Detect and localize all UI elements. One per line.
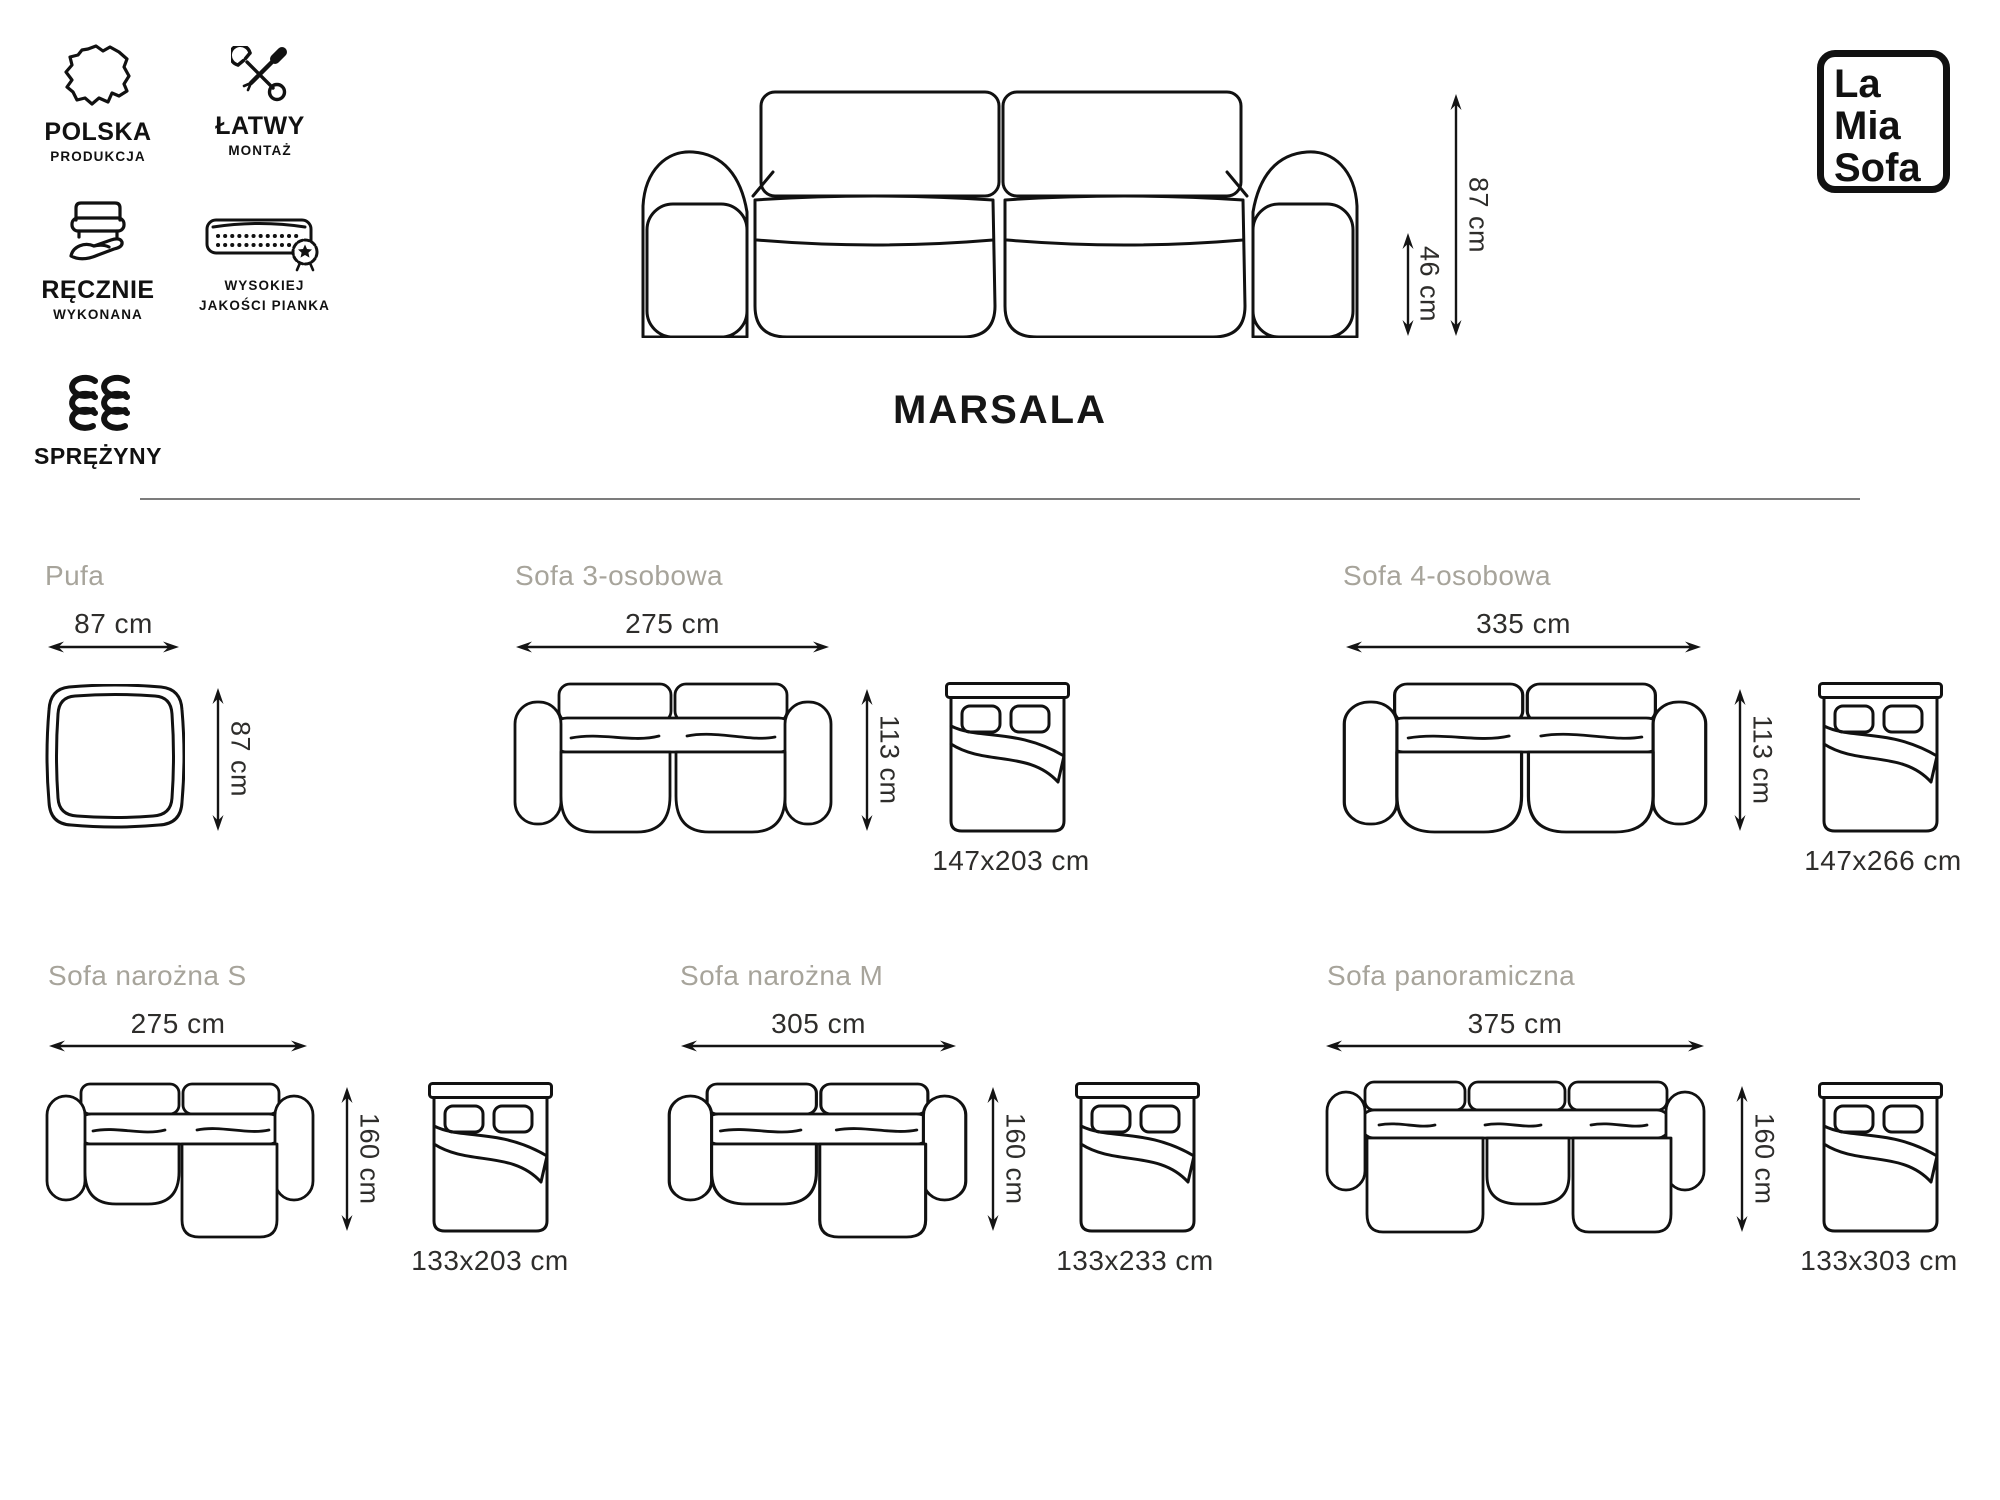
sofa-front-illustration xyxy=(633,88,1367,338)
variant-heading: Sofa narożna M xyxy=(680,960,884,991)
feature-subtitle: JAKOŚCI PIANKA xyxy=(199,298,330,313)
depth-label: 160 cm xyxy=(354,1113,385,1205)
variant-heading: Sofa panoramiczna xyxy=(1327,960,1576,991)
bed-icon xyxy=(1075,1082,1200,1234)
width-arrow xyxy=(1325,1039,1705,1058)
feature-subtitle: WYKONANA xyxy=(53,307,143,322)
feature-title: RĘCZNIE xyxy=(41,276,155,304)
feature-latwy-montaz xyxy=(190,46,330,159)
depth-label: 113 cm xyxy=(874,715,905,805)
depth-arrow xyxy=(211,687,225,832)
feature-pianka xyxy=(192,210,337,314)
feature-subtitle: PRODUKCJA xyxy=(50,149,146,164)
seat-height-label: 46 cm xyxy=(1414,246,1445,323)
feature-title: WYSOKIEJ xyxy=(224,278,305,293)
width-label: 375 cm xyxy=(1467,1008,1563,1039)
depth-label: 113 cm xyxy=(1747,715,1778,805)
pouf-top-icon xyxy=(45,684,185,829)
feature-title: SPRĘŻYNY xyxy=(34,443,162,469)
width-label: 275 cm xyxy=(625,608,720,639)
feature-subtitle: MONTAŻ xyxy=(228,143,292,158)
product-name: MARSALA xyxy=(893,388,1107,432)
feature-title: POLSKA xyxy=(44,118,152,146)
sofa-top-icon xyxy=(1342,682,1708,838)
width-arrow xyxy=(47,640,180,659)
feature-polska-produkcja xyxy=(28,44,168,165)
depth-arrow xyxy=(986,1086,1000,1232)
width-arrow xyxy=(1345,640,1702,659)
panoramic-sofa-top-icon xyxy=(1323,1080,1708,1238)
feature-recznie-wykonana xyxy=(28,196,168,323)
sofa-top-icon xyxy=(513,682,833,838)
tools-icon xyxy=(231,46,289,104)
width-arrow xyxy=(515,640,830,659)
variant-heading: Sofa 3-osobowa xyxy=(515,560,723,591)
hand-sofa-icon xyxy=(63,196,133,268)
bed-size-label: 147x203 cm xyxy=(932,845,1090,876)
height-arrow xyxy=(1449,93,1463,337)
variant-heading: Sofa narożna S xyxy=(48,960,247,991)
brand-logo xyxy=(1817,50,1950,193)
feature-title: ŁATWY xyxy=(215,112,305,140)
depth-arrow xyxy=(860,688,874,832)
bed-icon xyxy=(945,682,1070,834)
depth-label: 160 cm xyxy=(1749,1113,1780,1205)
width-label: 335 cm xyxy=(1476,608,1571,639)
brand-line-2: Mia xyxy=(1834,104,1901,148)
height-label: 87 cm xyxy=(1463,176,1494,254)
corner-sofa-top-icon xyxy=(667,1082,968,1240)
brand-line-3: Sofa xyxy=(1834,146,1921,190)
width-arrow xyxy=(680,1039,957,1058)
corner-sofa-top-icon xyxy=(45,1082,315,1240)
section-divider xyxy=(140,498,1860,500)
variant-heading: Sofa 4-osobowa xyxy=(1343,560,1551,591)
width-arrow xyxy=(48,1039,308,1058)
depth-arrow xyxy=(340,1086,354,1232)
foam-quality-icon xyxy=(205,210,325,272)
bed-icon xyxy=(1818,1082,1943,1234)
bed-size-label: 133x233 cm xyxy=(1056,1245,1214,1276)
bed-size-label: 133x203 cm xyxy=(411,1245,569,1276)
bed-icon xyxy=(1818,682,1943,834)
poland-map-icon xyxy=(63,44,133,110)
depth-label: 160 cm xyxy=(1000,1113,1031,1205)
width-label: 275 cm xyxy=(130,1008,226,1039)
width-label: 305 cm xyxy=(771,1008,866,1039)
depth-arrow xyxy=(1735,1085,1749,1233)
depth-arrow xyxy=(1733,688,1747,832)
bed-size-label: 133x303 cm xyxy=(1800,1245,1958,1276)
depth-label: 87 cm xyxy=(225,721,256,798)
bed-size-label: 147x266 cm xyxy=(1804,845,1962,876)
variant-heading: Pufa xyxy=(45,560,105,591)
brand-line-1: La xyxy=(1834,62,1881,106)
width-label: 87 cm xyxy=(74,608,153,639)
bed-icon xyxy=(428,1082,553,1234)
